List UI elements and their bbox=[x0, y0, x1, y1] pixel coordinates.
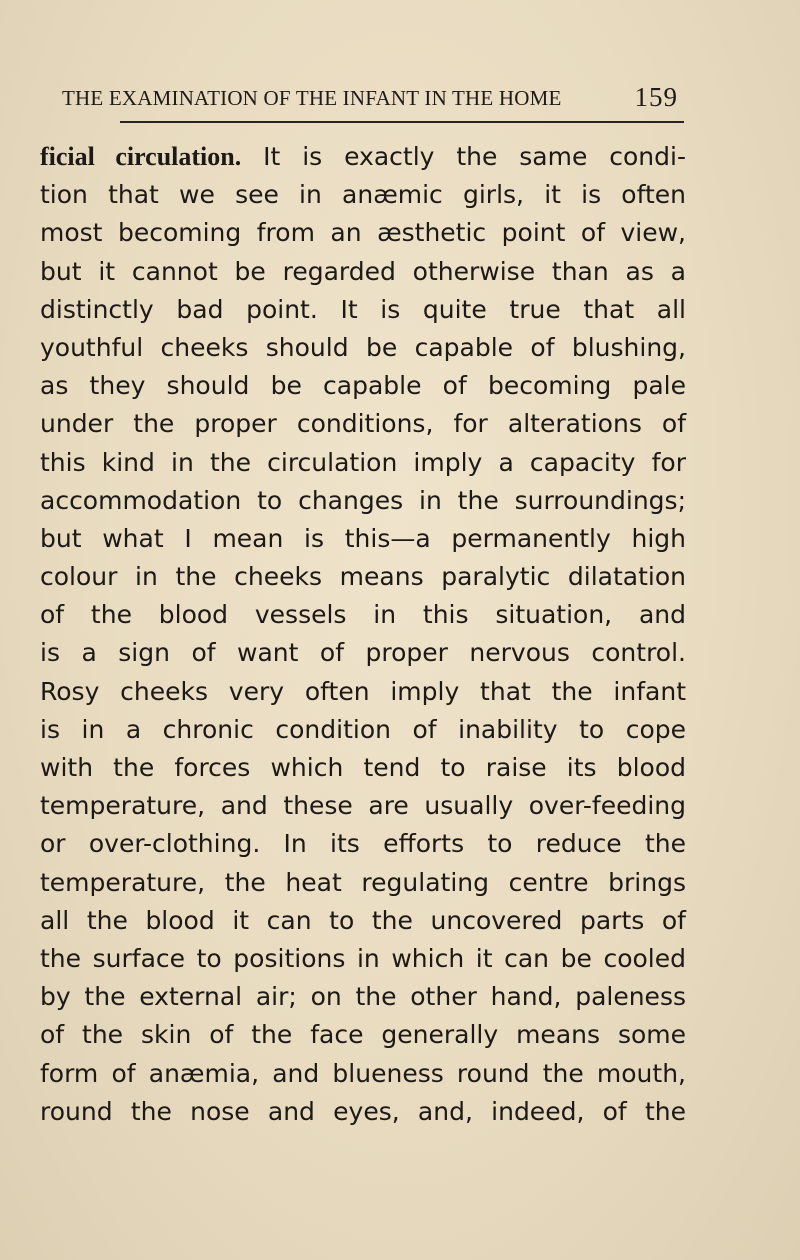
text-line: by the external air; on the other hand, paleness bbox=[40, 982, 686, 1012]
text-line: of the blood vessels in this situation, and bbox=[40, 600, 686, 630]
text-line: form of anæmia, and blueness round the mouth, bbox=[40, 1058, 686, 1088]
text-line: distinctly bad point. It is quite true that all bbox=[40, 294, 686, 324]
text-line-rest: It is exactly the same condi- bbox=[241, 142, 686, 171]
lead-in-phrase: ficial circulation. bbox=[40, 142, 242, 171]
text-line: youthful cheeks should be capable of blushing, bbox=[40, 332, 686, 362]
text-line: temperature, the heat regulating centre brings bbox=[40, 867, 686, 897]
text-line: the surface to positions in which it can be cooled bbox=[40, 943, 686, 973]
text-line: tion that we see in anæmic girls, it is often bbox=[40, 180, 686, 210]
text-line: as they should be capable of becoming pale bbox=[40, 371, 686, 401]
text-line bbox=[40, 138, 686, 176]
text-line: accommodation to changes in the surroundings; bbox=[40, 485, 686, 515]
running-head-title: THE EXAMINATION OF THE INFANT IN THE HOME bbox=[62, 86, 562, 110]
text-line: or over-clothing. In its efforts to reduce the bbox=[40, 829, 686, 859]
text-line: this kind in the circulation imply a capacity for bbox=[40, 447, 686, 477]
header-rule bbox=[120, 121, 684, 123]
text-line: is in a chronic condition of inability to cope bbox=[40, 714, 686, 744]
text-line: most becoming from an æsthetic point of view, bbox=[40, 218, 686, 248]
text-line: temperature, and these are usually over-feeding bbox=[40, 791, 686, 821]
text-line: but what I mean is this—a permanently high bbox=[40, 523, 686, 553]
text-line: is a sign of want of proper nervous control. bbox=[40, 638, 686, 668]
running-head bbox=[62, 80, 678, 120]
page-number: 159 bbox=[634, 82, 678, 112]
text-line: under the proper conditions, for alterations of bbox=[40, 409, 686, 439]
text-line: all the blood it can to the uncovered parts of bbox=[40, 905, 686, 935]
text-line: with the forces which tend to raise its blood bbox=[40, 753, 686, 782]
text-line: round the nose and eyes, and, indeed, of the bbox=[40, 1096, 686, 1126]
text-line: of the skin of the face generally means some bbox=[40, 1020, 686, 1050]
body-text bbox=[40, 138, 686, 1131]
text-line: Rosy cheeks very often imply that the infant bbox=[40, 676, 686, 706]
text-line: but it cannot be regarded otherwise than as a bbox=[40, 256, 686, 286]
text-line: colour in the cheeks means paralytic dilatation bbox=[40, 562, 686, 592]
